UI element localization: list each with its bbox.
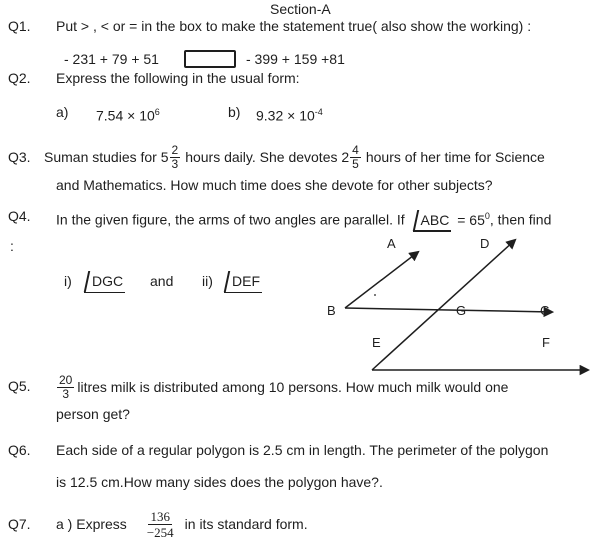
q4-and: and: [150, 273, 174, 289]
q3-line1-middle: hours daily. She devotes 2: [185, 149, 350, 165]
q6-line2: is 12.5 cm.How many sides does the polygon have?.: [56, 474, 383, 490]
q2-a-label: a): [56, 104, 69, 120]
figure-label-a: A: [387, 236, 396, 251]
q5-line1: [56, 369, 508, 405]
q5-fraction-twenty-thirds: [57, 374, 74, 401]
figure-label-g: G: [456, 303, 467, 318]
q3-line1-start: Suman studies for 5: [44, 149, 169, 165]
q7-text-end: in its standard form.: [184, 516, 308, 532]
q4-text-end: , then find: [489, 211, 552, 228]
q2-b-label: b): [228, 104, 241, 120]
q2-b-mantissa: 9.32 × 10: [256, 107, 315, 124]
q7-number: Q7.: [8, 516, 31, 532]
figure-label-c: C: [540, 303, 550, 318]
q7-fraction: [145, 509, 176, 540]
q2-a-exponent: 6: [154, 107, 160, 117]
ray-ed: [372, 240, 515, 370]
q2-b-exponent: -4: [314, 107, 323, 117]
q1-left-expression: - 231 + 79 + 51: [64, 51, 159, 67]
q4-angle-value: = 65: [457, 211, 485, 228]
q7-text-start: a ) Express: [56, 516, 127, 532]
q3-line1-end: hours of her time for Science: [365, 149, 545, 165]
q3-frac2-denominator: 5: [352, 156, 359, 171]
figure-label-b: B: [327, 303, 336, 318]
ray-bc: [345, 308, 552, 312]
q3-frac1-denominator: 3: [171, 156, 179, 171]
q1-number: Q1.: [8, 18, 31, 34]
q1-right-expression: - 399 + 159 +81: [246, 51, 345, 67]
q2-number: Q2.: [8, 70, 31, 86]
figure-label-d: D: [480, 236, 490, 251]
q4-angle-def-label: DEF: [232, 273, 260, 289]
q5-frac-numerator: 20: [59, 372, 73, 387]
q7-frac-numerator: 136: [150, 508, 170, 524]
q3-number: Q3.: [8, 149, 31, 165]
q4-i-label: i): [64, 273, 72, 289]
q1-text: Put > , < or = in the box to make the statement true( also show the working) :: [56, 18, 532, 34]
q6-number: Q6.: [8, 442, 31, 458]
angle-mark-dot: [374, 294, 376, 296]
q4-text-start: In the given figure, the arms of two angles are parallel. If: [56, 211, 405, 228]
q2-text: Express the following in the usual form:: [56, 70, 300, 86]
q4-ii-label: ii): [202, 273, 213, 289]
q3-line2: and Mathematics. How much time does she devote for other subjects?: [56, 177, 493, 193]
q2-a-mantissa: 7.54 × 10: [96, 107, 155, 124]
q4-angle-abc-label: ABC: [420, 211, 450, 228]
q7-frac-denominator: −254: [146, 524, 174, 540]
figure-label-e: E: [372, 335, 381, 350]
q5-line1-text: litres milk is distributed among 10 persons. How much milk would one: [77, 379, 509, 395]
q3-frac1-numerator: 2: [171, 142, 179, 157]
q5-line2: person get?: [56, 406, 130, 422]
q4-colon: :: [10, 238, 14, 254]
q5-frac-denominator: 3: [62, 386, 70, 401]
figure-label-f: F: [542, 335, 550, 350]
section-title: Section-A: [270, 1, 331, 17]
ray-ba: [345, 252, 418, 308]
q6-line1: Each side of a regular polygon is 2.5 cm in length. The perimeter of the polygon: [56, 442, 549, 458]
q4-number: Q4.: [8, 208, 31, 224]
q3-frac2-numerator: 4: [352, 142, 359, 157]
q4-angle-dgc-label: DGC: [92, 273, 124, 289]
q5-number: Q5.: [8, 378, 31, 394]
q7-line: [56, 505, 308, 543]
q4-degree: 0: [484, 211, 490, 221]
